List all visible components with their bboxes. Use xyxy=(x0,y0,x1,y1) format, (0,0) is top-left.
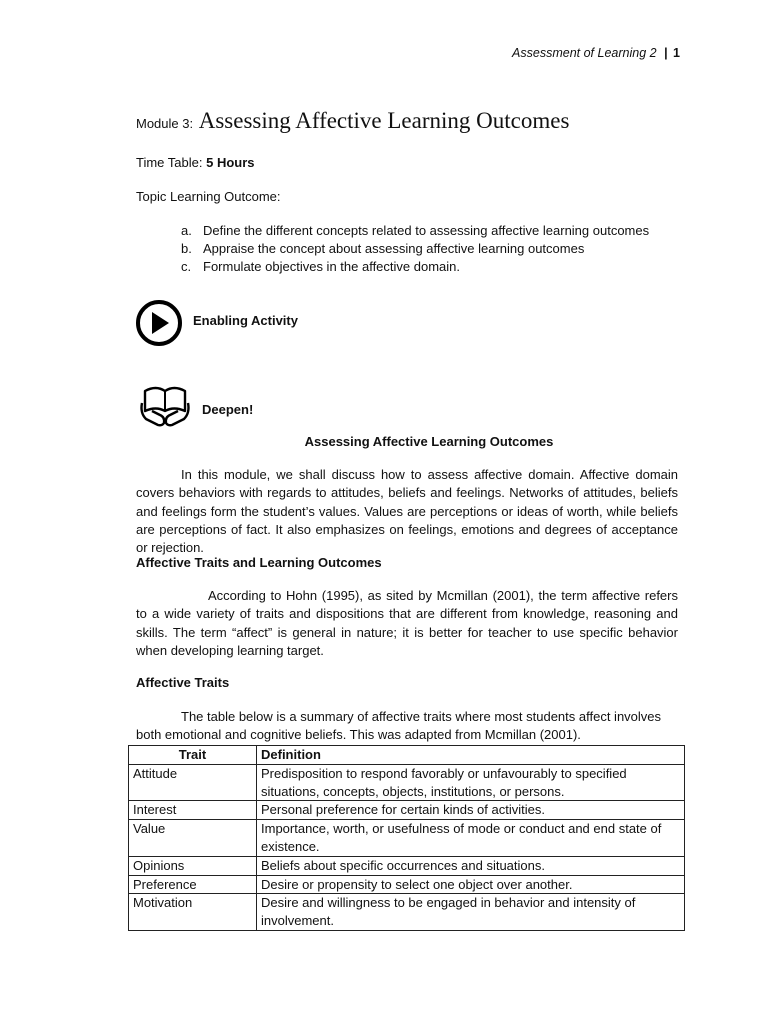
affective-traits-heading: Affective Traits xyxy=(136,675,230,690)
table-intro: The table below is a summary of affective traits where most students affect involves both emotional and cognitive beliefs. This was adapted from Mcmillan (2001). xyxy=(136,709,662,743)
page-header xyxy=(512,46,680,60)
column-header-trait: Trait xyxy=(129,746,257,765)
list-item: a. Define the different concepts related to assessing affective learning outcomes xyxy=(181,223,650,238)
time-table xyxy=(136,155,255,170)
open-book-hands-icon xyxy=(138,381,192,429)
affective-traits-table xyxy=(128,745,685,931)
header-separator: | xyxy=(664,46,668,60)
table-row: Preference Desire or propensity to select one object over another. xyxy=(129,875,685,894)
enabling-activity-label: Enabling Activity xyxy=(193,313,298,328)
table-row: Opinions Beliefs about specific occurrences and situations. xyxy=(129,856,685,875)
section-heading: Assessing Affective Learning Outcomes xyxy=(304,434,554,449)
module-title xyxy=(136,108,569,134)
header-title: Assessment of Learning 2 xyxy=(512,46,657,60)
play-circle-icon xyxy=(135,298,185,348)
table-row: Attitude Predisposition to respond favorably or unfavourably to specified situations, concepts, objects, institutions, or persons. xyxy=(129,764,685,801)
table-row: Value Importance, worth, or usefulness of mode or conduct and end state of existence. xyxy=(129,820,685,857)
page-number: 1 xyxy=(673,46,680,60)
module-label: Module 3: xyxy=(136,116,194,131)
list-item: b. Appraise the concept about assessing affective learning outcomes xyxy=(181,241,585,256)
table-row: Interest Personal preference for certain kinds of activities. xyxy=(129,801,685,820)
hohn-paragraph: According to Hohn (1995), as sited by Mcmillan (2001), the term affective refers to a wide variety of traits and dispositions that are different from knowledge, reasoning and skills. The term “affect” is general in nature; it is better for teacher to use specific behavior when developing learning target. xyxy=(136,588,678,658)
time-table-value: 5 Hours xyxy=(206,155,255,170)
list-item: c. Formulate objectives in the affective domain. xyxy=(181,259,461,274)
table-header-row xyxy=(129,746,685,765)
module-heading: Assessing Affective Learning Outcomes xyxy=(198,108,570,133)
deepen-label: Deepen! xyxy=(202,402,254,417)
intro-paragraph: In this module, we shall discuss how to assess affective domain. Affective domain covers behaviors with regards to attitudes, beliefs and feelings. Networks of attitudes, beliefs and feelings form the student’s values. Values are perceptions or ideas of worth, while beliefs are perceptions of fact. It also emphasizes on feelings, emotions and degrees of acceptance or rejection. xyxy=(136,467,678,556)
topic-outcome-label: Topic Learning Outcome: xyxy=(136,189,281,204)
table-row: Motivation Desire and willingness to be engaged in behavior and intensity of involvement. xyxy=(129,894,685,931)
outcome-list xyxy=(181,222,649,276)
traits-outcomes-heading: Affective Traits and Learning Outcomes xyxy=(136,555,382,570)
time-table-label: Time Table: xyxy=(136,155,203,170)
column-header-definition: Definition xyxy=(257,746,685,765)
